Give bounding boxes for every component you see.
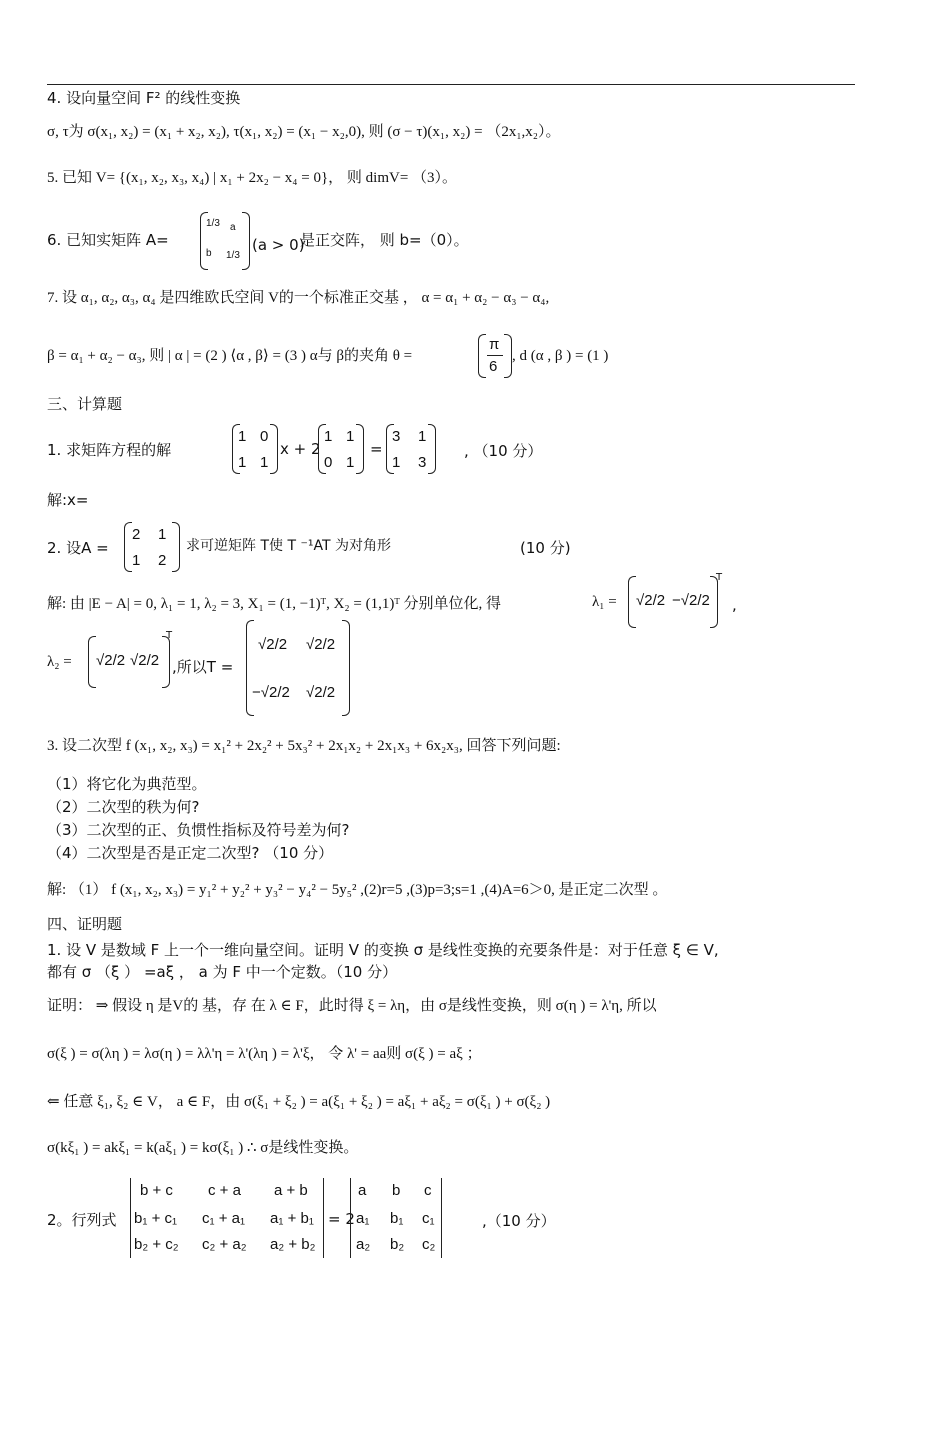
p1-statement-2: 都有 σ （ξ ） =aξ ， a 为 F 中一个定数。（10 分） xyxy=(47,963,398,981)
q5-line: 5. 已知 V= {(x₁, x₂, x₃, x₄) | x₁ + 2x₂ − x₄ = 0}， 则 dimV= （3）。 xyxy=(47,170,458,186)
c1-b-22: 1 xyxy=(346,454,355,471)
p1-proof-4: σ(kξ₁ ) = akξ₁ = k(aξ₁ ) = kσ(ξ₁ ) ∴ σ是线性变换。 xyxy=(47,1140,359,1156)
c3-item-1: （1）将它化为典范型。 xyxy=(47,775,207,793)
c1-matrix-c xyxy=(386,424,436,474)
c2-t-12: √2/2 xyxy=(306,636,336,653)
c2-lambda1-transpose: T xyxy=(716,572,723,583)
q6-cell-22: 1/3 xyxy=(226,250,240,261)
q6-prefix: 6. 已知实矩阵 A= xyxy=(47,231,169,249)
q7-line1: 7. 设 α₁, α₂, α₃, α₄ 是四维欧氏空间 V的一个标准正交基 ， α = α₁ + α₂ − α₃ − α₄, xyxy=(47,290,550,306)
q7-theta-den: 6 xyxy=(489,358,498,375)
c1-score: , （10 分） xyxy=(464,442,543,460)
p2-r-22: b₁ xyxy=(390,1210,404,1227)
p2-l-22: c₁ + a₁ xyxy=(202,1210,246,1227)
c2-task: 求可逆矩阵 T使 T ⁻¹AT 为对角形 xyxy=(186,538,391,554)
c1-a-11: 1 xyxy=(238,428,247,445)
q7-theta-fraction xyxy=(478,334,512,378)
c1-a-12: 0 xyxy=(260,428,269,445)
c3-item-4: （4）二次型是否是正定二次型? （10 分） xyxy=(47,844,334,862)
p2-l-21: b₁ + c₁ xyxy=(134,1210,178,1227)
c3-solution: 解: （1） f (x₁, x₂, x₃) = y₁² + y₂² + y₃² − y₄² − 5y₅² ,(2)r=5 ,(3)p=3;s=1 ,(4)A=6＞0, 是正定二次型 。 xyxy=(47,882,668,898)
c2-lambda2-vector xyxy=(88,636,170,688)
q6-matrix xyxy=(200,212,250,270)
c2-t-11: √2/2 xyxy=(258,636,288,653)
q6-cell-12: a xyxy=(230,222,236,233)
header-rule xyxy=(47,84,855,85)
p2-r-11: a xyxy=(358,1182,367,1199)
p2-score: ,（10 分） xyxy=(482,1212,556,1230)
c3-item-3: （3）二次型的正、负惯性指标及符号差为何? xyxy=(47,821,350,839)
c2-lambda1-label: λ₁ = xyxy=(592,594,617,610)
p2-r-33: c₂ xyxy=(422,1236,436,1253)
c1-b-12: 1 xyxy=(346,428,355,445)
c1-matrix-b xyxy=(318,424,364,474)
c2-l2-1: √2/2 xyxy=(96,652,126,669)
c2-t-22: √2/2 xyxy=(306,684,336,701)
p2-l-31: b₂ + c₂ xyxy=(134,1236,179,1253)
q6-suffix: 是正交阵， 则 b=（0）。 xyxy=(300,231,469,249)
c1-a-21: 1 xyxy=(238,454,247,471)
c2-solution: 解: 由 |E − A| = 0, λ₁ = 1, λ₂ = 3, X₁ = (1, −1)ᵀ, X₂ = (1,1)ᵀ 分别单位化, 得 xyxy=(47,596,502,612)
c2-a-22: 2 xyxy=(158,552,167,569)
p2-r-23: c₁ xyxy=(422,1210,435,1227)
c2-t-21: −√2/2 xyxy=(252,684,290,701)
p2-r-13: c xyxy=(424,1182,432,1199)
p2-l-33: a₂ + b₂ xyxy=(270,1236,316,1253)
p2-l-32: c₂ + a₂ xyxy=(202,1236,247,1253)
q6-cell-11: 1/3 xyxy=(206,218,220,229)
c1-a-22: 1 xyxy=(260,454,269,471)
c2-so-t: ,所以T = xyxy=(172,658,234,676)
c2-lambda1-vector xyxy=(628,576,718,628)
c3-question: 3. 设二次型 f (x₁, x₂, x₃) = x₁² + 2x₂² + 5x₃² + 2x₁x₂ + 2x₁x₃ + 6x₂x₃, 回答下列问题: xyxy=(47,738,561,754)
p1-proof-3: ⇐ 任意 ξ₁, ξ₂ ∈ V， a ∈ F，由 σ(ξ₁ + ξ₂ ) = a(ξ₁ + ξ₂ ) = aξ₁ + aξ₂ = σ(ξ₁ ) + σ(ξ₂ ) xyxy=(47,1094,551,1110)
c2-l1-1: √2/2 xyxy=(636,592,666,609)
q7-line2-suffix: , d (α , β ) = (1 ) xyxy=(512,348,609,364)
c2-l2-2: √2/2 xyxy=(130,652,160,669)
p2-r-21: a₁ xyxy=(356,1210,370,1227)
p2-l-11: b + c xyxy=(140,1182,173,1199)
c1-c-11: 3 xyxy=(392,428,401,445)
c1-solution: 解:x= xyxy=(47,491,89,509)
c1-equals: = xyxy=(370,440,383,458)
q6-condition: (a > 0) xyxy=(252,236,305,254)
section-3-title: 三、计算题 xyxy=(47,395,123,413)
p2-det-right xyxy=(350,1178,442,1258)
c2-matrix-a xyxy=(124,522,180,572)
c2-comma: , xyxy=(732,596,737,614)
c2-a-21: 1 xyxy=(132,552,141,569)
q6-cell-21: b xyxy=(206,248,212,259)
c2-a-11: 2 xyxy=(132,526,141,543)
c1-b-21: 0 xyxy=(324,454,333,471)
c2-l1-2: −√2/2 xyxy=(672,592,710,609)
c1-b-11: 1 xyxy=(324,428,333,445)
section-4-title: 四、证明题 xyxy=(47,915,123,933)
p2-l-12: c + a xyxy=(208,1182,241,1199)
p2-equals-2: = 2 xyxy=(328,1210,355,1228)
p1-statement-1: 1. 设 V 是数域 F 上一个一维向量空间。证明 V 的变换 σ 是线性变换的充要条件是：对于任意 ξ ∈ V, xyxy=(47,941,719,959)
c2-score: (10 分) xyxy=(520,539,571,557)
c2-lambda2-transpose: T xyxy=(166,630,173,641)
c3-item-2: （2）二次型的秩为何? xyxy=(47,798,200,816)
p2-l-13: a + b xyxy=(274,1182,308,1199)
p1-proof-2: σ(ξ ) = σ(λη ) = λσ(η ) = λλ'η = λ'(λη ) = λ'ξ， 令 λ' = aa则 σ(ξ ) = aξ ； xyxy=(47,1046,482,1062)
c1-matrix-a xyxy=(232,424,278,474)
c1-c-22: 3 xyxy=(418,454,427,471)
q4-heading: 4. 设向量空间 F² 的线性变换 xyxy=(47,89,241,107)
c2-matrix-t xyxy=(246,620,350,716)
c2-a-12: 1 xyxy=(158,526,167,543)
q7-line2-prefix: β = α₁ + α₂ − α₃, 则 | α | = (2 ) ⟨α , β⟩ = (3 ) α与 β的夹角 θ = xyxy=(47,348,413,364)
p2-r-32: b₂ xyxy=(390,1236,405,1253)
c2-prefix: 2. 设A = xyxy=(47,539,109,557)
q4-formula: σ, τ为 σ(x₁, x₂) = (x₁ + x₂, x₂), τ(x₁, x₂) = (x₁ − x₂,0), 则 (σ − τ)(x₁, x₂) = （2x₁,x₂）。 xyxy=(47,124,561,140)
c2-lambda2-label: λ₂ = xyxy=(47,654,72,670)
c1-c-12: 1 xyxy=(418,428,427,445)
p2-r-31: a₂ xyxy=(356,1236,371,1253)
p2-r-12: b xyxy=(392,1182,401,1199)
c1-x-plus-2: x + 2 xyxy=(280,440,321,458)
c1-c-21: 1 xyxy=(392,454,401,471)
p2-prefix: 2。行列式 xyxy=(47,1211,117,1229)
p2-det-left xyxy=(130,1178,324,1258)
q7-theta-num: π xyxy=(489,336,500,353)
c1-prefix: 1. 求矩阵方程的解 xyxy=(47,441,172,459)
p2-l-23: a₁ + b₁ xyxy=(270,1210,314,1227)
p1-proof-1: 证明： ⇒ 假设 η 是V的 基，存 在 λ ∈ F，此时得 ξ = λη，由 σ是线性变换，则 σ(η ) = λ'η, 所以 xyxy=(47,998,657,1014)
